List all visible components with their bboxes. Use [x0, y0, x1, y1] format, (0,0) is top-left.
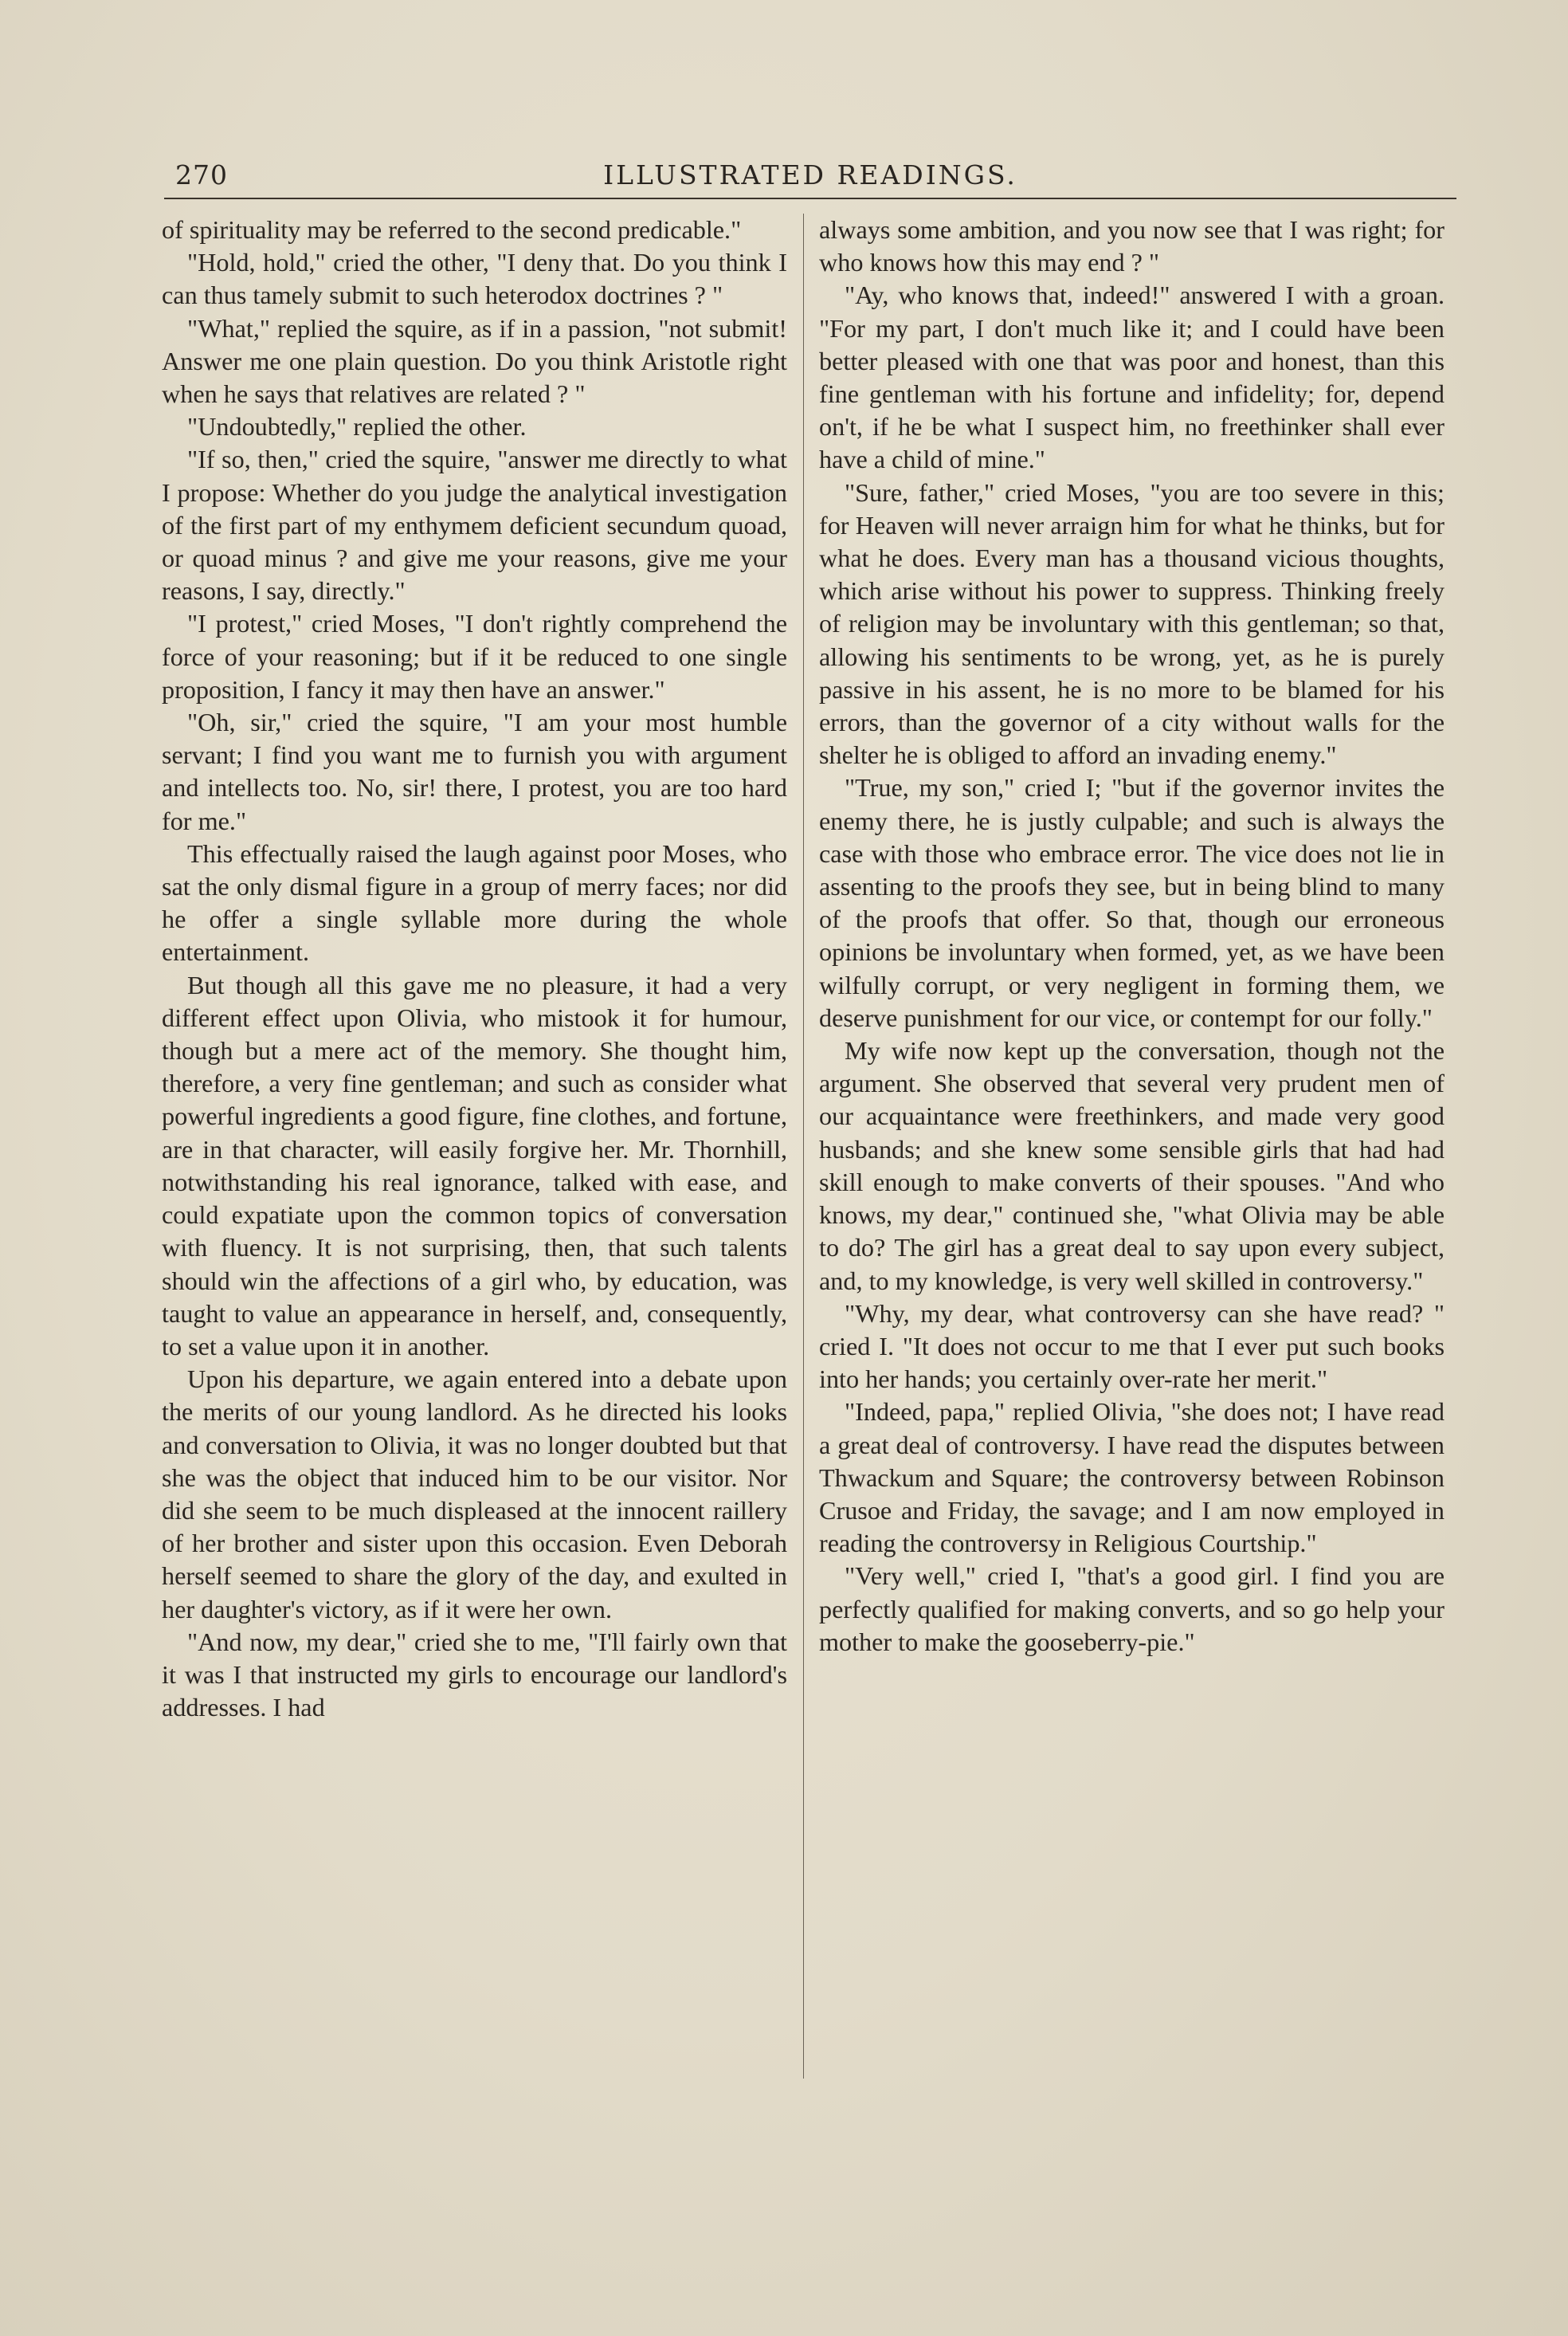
paragraph: But though all this gave me no pleasure, it had a very different effect upon Olivia, who mistook it for humour, though but a mere act of the memory. She thought him, therefore, a very fine gentleman; and such as consider what powerful ingredients a good figure, fine clothes, and fortune, are in that character, will easily forgive her. Mr. Thornhill, notwithstanding his real ignorance, talked with ease, and could expatiate upon the common topics of conversation with fluency. It is not surprising, then, that such talents should win the affections of a girl who, by education, was taught to value an appearance in herself, and, consequently, to set a value upon it in another.: [162, 970, 787, 1360]
paragraph: "Undoubtedly," replied the other.: [187, 412, 527, 442]
paragraph: of spirituality may be referred to the second predicable.": [162, 215, 742, 244]
running-title: ILLUSTRATED READINGS.: [603, 159, 1017, 190]
page-number: 270: [175, 159, 228, 190]
paragraph: "What," replied the squire, as if in a passion, "not submit! Answer me one plain question. Do you think Aristotle right when he says that relatives are related ? ": [162, 313, 787, 409]
paragraph: "Sure, father," cried Moses, "you are too severe in this; for Heaven will never arraign him for what he thinks, but for what he does. Every man has a thousand vicious thoughts, which arise without his power to suppress. Thinking freely of religion may be involuntary with this gentleman; so that, allowing his sentiments to be wrong, yet, as he is purely passive in his assent, he is no more to be blamed for his errors, than the governor of a city without walls for the shelter he is obliged to afford an invading enemy.": [819, 477, 1445, 770]
paragraph: "If so, then," cried the squire, "answer me directly to what I propose: Whether do you judge the analytical investigation of the first part of my enthymem deficient secundum quoad, or quoad minus ? and give me your reasons, give me your reasons, I say, directly.": [162, 445, 787, 606]
paragraph: "True, my son," cried I; "but if the governor invites the enemy there, he is justly culpable; and such is always the case with those who embrace error. The vice does not lie in assenting to the proofs they see, but in being blind to many of the proofs that offer. So that, though our erroneous opinions be involuntary when formed, yet, as we have been wilfully corrupt, or very negligent in forming them, we deserve punishment for our vice, or contempt for our folly.": [819, 773, 1445, 1032]
paragraph: "Very well," cried I, "that's a good girl. I find you are perfectly qualified for making converts, and so go help your mother to make the gooseberry-pie.": [819, 1561, 1445, 1656]
paragraph: "I protest," cried Moses, "I don't rightly comprehend the force of your reasoning; but if it be reduced to one single proposition, I fancy it may then have an answer.": [162, 609, 787, 704]
paragraph: This effectually raised the laugh against poor Moses, who sat the only dismal figure in a group of merry faces; nor did he offer a single syllable more during the whole entertainment.: [162, 838, 787, 967]
header-rule: [164, 198, 1456, 199]
paragraph: "And now, my dear," cried she to me, "I'll fairly own that it was I that instructed my girls to encourage our landlord's addresses. I had: [162, 1627, 787, 1722]
left-column: [162, 214, 787, 1724]
paragraph: "Why, my dear, what controversy can she have read? " cried I. "It does not occur to me that I ever put such books into her hands; you certainly over-rate her merit.": [819, 1298, 1445, 1394]
paragraph: Upon his departure, we again entered into a debate upon the merits of our young landlord. As he directed his looks and conversation to Olivia, it was no longer doubted but that she was the object that induced him to be our visitor. Nor did she seem to be much displeased at the innocent raillery of her brother and sister upon this occasion. Even Deborah herself seemed to share the glory of the day, and exulted in her daughter's victory, as if it were her own.: [162, 1364, 787, 1623]
paragraph: "Indeed, papa," replied Olivia, "she does not; I have read a great deal of controversy. I have read the disputes between Thwackum and Square; the controversy between Robinson Crusoe and Friday, the savage; and I am now employed in reading the controversy in Religious Courtship.": [819, 1397, 1445, 1558]
paragraph: My wife now kept up the conversation, though not the argument. She observed that several very prudent men of our acquaintance were freethinkers, and made very good husbands; and she knew some sensible girls that had had skill enough to make converts of their spouses. "And who knows, my dear," continued she, "what Olivia may be able to do? The girl has a great deal to say upon every subject, and, to my knowledge, is very well skilled in controversy.": [819, 1036, 1445, 1295]
paragraph: "Hold, hold," cried the other, "I deny that. Do you think I can thus tamely submit to such heterodox doctrines ? ": [162, 248, 787, 310]
page-header: [164, 159, 1456, 199]
paragraph: "Oh, sir," cried the squire, "I am your most humble servant; I find you want me to furnish you with argument and intellects too. No, sir! there, I protest, you are too hard for me.": [162, 708, 787, 835]
column-divider: [803, 214, 804, 2079]
right-column: [819, 214, 1445, 1659]
paragraph: always some ambition, and you now see that I was right; for who knows how this may end ? ": [819, 215, 1445, 277]
paragraph: "Ay, who knows that, indeed!" answered I with a groan. "For my part, I don't much like it; and I could have been better pleased with one that was poor and honest, than this fine gentleman with his fortune and infidelity; for, depend on't, if he be what I suspect him, no freethinker shall ever have a child of mine.": [819, 281, 1445, 474]
